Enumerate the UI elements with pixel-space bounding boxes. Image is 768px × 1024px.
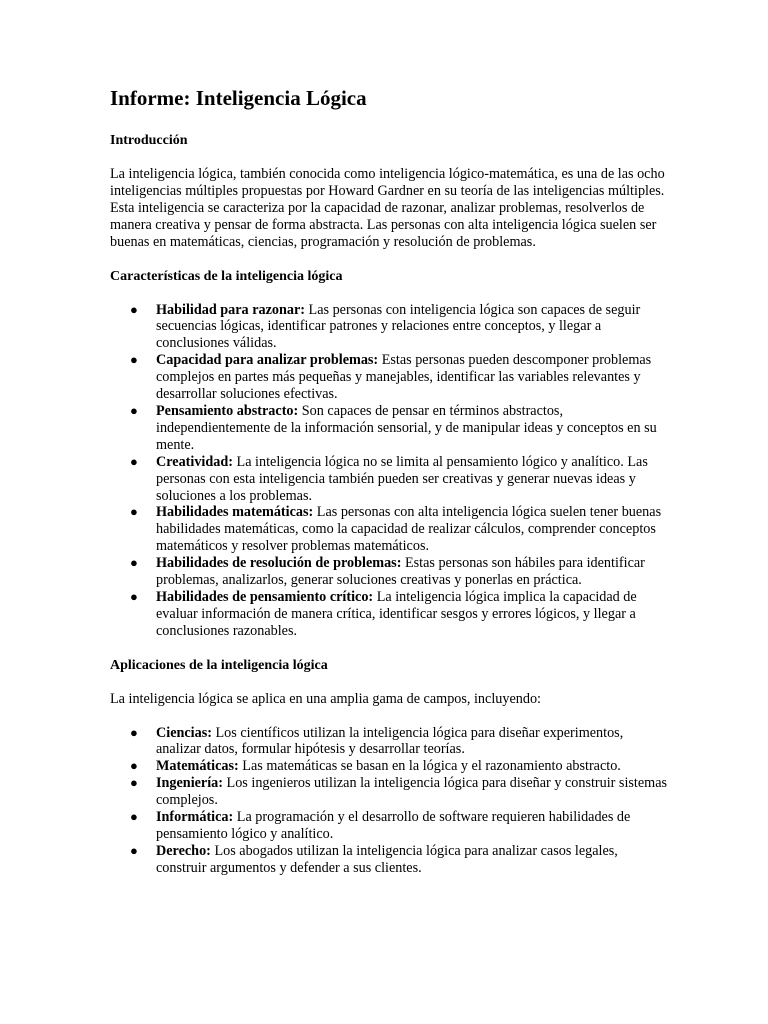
- item-term: Ingeniería:: [156, 775, 223, 792]
- item-term: Derecho:: [156, 842, 211, 859]
- bullet-icon: ●: [130, 588, 138, 604]
- list-item: [110, 555, 670, 589]
- bullet-icon: ●: [130, 775, 138, 791]
- characteristics-heading: Características de la inteligencia lógica: [110, 268, 343, 284]
- list-item: [110, 809, 670, 843]
- item-text: La programación y el desarrollo de software requieren habilidades de pensamiento lógico y analítico.: [156, 809, 631, 842]
- item-term: Ciencias:: [156, 724, 212, 741]
- item-text: Los ingenieros utilizan la inteligencia lógica para diseñar y construir sistemas complejos.: [156, 775, 668, 809]
- item-text: Las matemáticas se basan en la lógica y el razonamiento abstracto.: [238, 758, 621, 775]
- list-item: [110, 843, 670, 877]
- bullet-icon: ●: [130, 555, 138, 571]
- item-term: Habilidades de pensamiento crítico:: [156, 588, 374, 605]
- intro-paragraph: La inteligencia lógica, también conocida como inteligencia lógico-matemática, es una de las ocho inteligencias múltiples propuestas por Howard Gardner en su teoría de las inteligencias múltiples. Esta inteligencia se caracteriza por la capacidad de razonar, analizar problemas, resolverlos de manera creativa y pensar de forma abstracta. Las personas con alta inteligencia lógica suelen ser buenas en matemáticas, ciencias, programación y resolución de problemas.: [110, 166, 665, 250]
- document-page: [110, 84, 670, 894]
- list-item: [110, 758, 670, 775]
- item-term: Pensamiento abstracto:: [156, 402, 299, 419]
- item-term: Creatividad:: [156, 453, 233, 470]
- applications-intro: La inteligencia lógica se aplica en una amplia gama de campos, incluyendo:: [110, 690, 541, 707]
- list-item: [110, 403, 670, 454]
- bullet-icon: ●: [130, 724, 138, 740]
- item-term: Matemáticas:: [156, 758, 239, 775]
- list-item: [110, 589, 670, 640]
- bullet-icon: ●: [130, 758, 138, 774]
- item-text: Las personas con alta inteligencia lógica suelen tener buenas habilidades matemáticas, como la capacidad de realizar cálculos, comprender conceptos matemáticos y resolver problemas matemáticos.: [156, 504, 662, 555]
- item-text: Son capaces de pensar en términos abstractos, independientemente de la información sensorial, y de manipular ideas y conceptos en su mente.: [156, 402, 657, 453]
- item-text: Los científicos utilizan la inteligencia lógica para diseñar experimentos, analizar datos, formular hipótesis y desarrollar teorías.: [156, 724, 624, 758]
- item-term: Habilidades matemáticas:: [156, 504, 314, 521]
- bullet-icon: ●: [130, 842, 138, 858]
- item-text: Los abogados utilizan la inteligencia lógica para analizar casos legales, construir argumentos y defender a sus clientes.: [156, 842, 618, 876]
- item-term: Informática:: [156, 809, 234, 826]
- list-item: [110, 775, 670, 809]
- bullet-icon: ●: [130, 301, 138, 317]
- item-text: Las personas con inteligencia lógica son capaces de seguir secuencias lógicas, identificar patrones y relaciones entre conceptos, y llegar a conclusiones válidas.: [156, 301, 641, 352]
- item-term: Capacidad para analizar problemas:: [156, 352, 379, 369]
- bullet-icon: ●: [130, 352, 138, 368]
- list-item: [110, 352, 670, 403]
- characteristics-list: [110, 302, 670, 640]
- bullet-icon: ●: [130, 402, 138, 418]
- intro-heading: Introducción: [110, 133, 188, 148]
- list-item: [110, 454, 670, 505]
- bullet-icon: ●: [130, 809, 138, 825]
- list-item: [110, 725, 670, 759]
- bullet-icon: ●: [130, 504, 138, 520]
- item-text: La inteligencia lógica no se limita al pensamiento lógico y analítico. Las personas con esta inteligencia también pueden ser creativas y generar nuevas ideas y soluciones a los problemas.: [156, 453, 648, 504]
- applications-list: [110, 725, 670, 877]
- item-text: Estas personas pueden descomponer problemas complejos en partes más pequeñas y manejables, identificar las variables relevantes y desarrollar soluciones efectivas.: [156, 352, 652, 403]
- list-item: [110, 302, 670, 353]
- item-term: Habilidades de resolución de problemas:: [156, 555, 402, 572]
- document-title: Informe: Inteligencia Lógica: [110, 86, 367, 110]
- applications-heading: Aplicaciones de la inteligencia lógica: [110, 657, 328, 673]
- item-text: Estas personas son hábiles para identificar problemas, analizarlos, generar soluciones creativas y ponerlas en práctica.: [156, 555, 645, 589]
- bullet-icon: ●: [130, 453, 138, 469]
- item-text: La inteligencia lógica implica la capacidad de evaluar información de manera crítica, identificar sesgos y errores lógicos, y llegar a conclusiones razonables.: [156, 588, 637, 639]
- list-item: [110, 504, 670, 555]
- item-term: Habilidad para razonar:: [156, 301, 305, 318]
